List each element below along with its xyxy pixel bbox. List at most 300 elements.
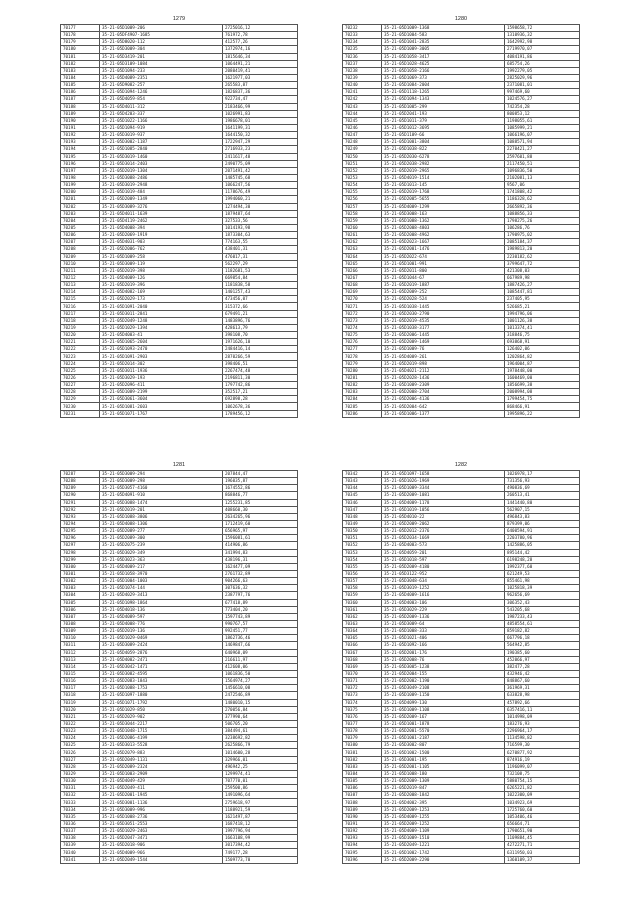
row-value: 677418,89 bbox=[223, 599, 298, 606]
row-value: 749177,28 bbox=[223, 849, 298, 856]
parcel-code: 35-21-05D4009-1299 bbox=[382, 203, 505, 210]
table-row bbox=[343, 828, 580, 835]
row-value: 1997796,94 bbox=[223, 828, 298, 835]
row-value: 1509773,70 bbox=[223, 856, 298, 863]
table-row bbox=[343, 103, 580, 110]
parcel-code: 35-21-05D1081-2603 bbox=[100, 403, 223, 410]
row-number: 70322 bbox=[61, 720, 100, 727]
row-number: 70379 bbox=[343, 735, 382, 742]
parcel-code: 35-21-05D1091-2903 bbox=[100, 353, 223, 360]
row-value: 1001126,38 bbox=[505, 317, 580, 324]
table-row bbox=[343, 670, 580, 677]
row-number: 70211 bbox=[61, 267, 100, 274]
parcel-code: 35-21-05D1019-484 bbox=[100, 189, 223, 196]
parcel-code: 35-21-05D2019-1304 bbox=[100, 167, 223, 174]
row-number: 70346 bbox=[343, 499, 382, 506]
row-value: 6265221,82 bbox=[505, 785, 580, 792]
row-number: 70328 bbox=[61, 763, 100, 770]
parcel-code: 35-21-05D2009-1349 bbox=[100, 196, 223, 203]
table-row bbox=[61, 289, 298, 296]
row-number: 70342 bbox=[343, 471, 382, 478]
parcel-code: 35-21-05D4003-573 bbox=[382, 542, 505, 549]
row-value: 408660,30 bbox=[223, 506, 298, 513]
row-number: 70235 bbox=[343, 46, 382, 53]
row-value: 1085447,81 bbox=[505, 289, 580, 296]
parcel-code: 35-21-05D2049-1248 bbox=[100, 317, 223, 324]
parcel-code: 35-21-05D4002-2471 bbox=[100, 656, 223, 663]
table-row bbox=[61, 613, 298, 620]
row-number: 70249 bbox=[343, 146, 382, 153]
row-number: 70290 bbox=[61, 492, 100, 499]
row-number: 70193 bbox=[61, 139, 100, 146]
row-number: 70215 bbox=[61, 296, 100, 303]
table-row bbox=[61, 239, 298, 246]
parcel-code: 35-21-05D3009-119 bbox=[100, 260, 223, 267]
parcel-code: 35-21-05D4029-3413 bbox=[100, 592, 223, 599]
parcel-code: 35-21-05D1038-3177 bbox=[382, 324, 505, 331]
table-row bbox=[61, 692, 298, 699]
row-value: 1564974,27 bbox=[223, 678, 298, 685]
row-value: 656965,97 bbox=[223, 528, 298, 535]
table-row bbox=[61, 260, 298, 267]
row-value: 1181838,58 bbox=[223, 282, 298, 289]
parcel-code: 35-21-05D2004-642 bbox=[382, 403, 505, 410]
table-row bbox=[343, 592, 580, 599]
parcel-code: 35-21-05D3061-3604 bbox=[100, 396, 223, 403]
row-number: 70231 bbox=[61, 410, 100, 417]
row-number: 70227 bbox=[61, 382, 100, 389]
row-number: 70244 bbox=[343, 110, 382, 117]
table-row bbox=[343, 210, 580, 217]
row-value: 1196099,07 bbox=[505, 763, 580, 770]
row-number: 70284 bbox=[343, 396, 382, 403]
register-table bbox=[60, 24, 298, 418]
parcel-code: 35-21-05D1003-2909 bbox=[100, 770, 223, 777]
row-value: 2270421,27 bbox=[505, 146, 580, 153]
row-number: 70186 bbox=[61, 89, 100, 96]
row-number: 70269 bbox=[343, 289, 382, 296]
table-row bbox=[61, 685, 298, 692]
parcel-code: 35-21-05D1009-1150 bbox=[382, 692, 505, 699]
table-row bbox=[61, 835, 298, 842]
row-value: 2102081,13 bbox=[505, 174, 580, 181]
register-table bbox=[342, 24, 580, 418]
row-value: 543205,68 bbox=[505, 606, 580, 613]
parcel-code: 35-21-05D2001-1476 bbox=[382, 246, 505, 253]
row-value: 656664,71 bbox=[505, 820, 580, 827]
row-value: 2085184,37 bbox=[505, 239, 580, 246]
row-number: 70272 bbox=[343, 310, 382, 317]
table-row bbox=[61, 296, 298, 303]
table-row bbox=[343, 728, 580, 735]
parcel-code: 35-21-05D4049-429 bbox=[100, 778, 223, 785]
row-value: 1024576,27 bbox=[505, 96, 580, 103]
row-value: 2267474,48 bbox=[223, 367, 298, 374]
table-row bbox=[61, 492, 298, 499]
parcel-code: 35-21-05D3044-2217 bbox=[100, 720, 223, 727]
row-number: 70306 bbox=[61, 606, 100, 613]
parcel-code: 35-21-05D2011-800 bbox=[382, 267, 505, 274]
row-number: 70188 bbox=[61, 103, 100, 110]
parcel-code: 35-21-05D4089-597 bbox=[100, 613, 223, 620]
row-number: 70329 bbox=[61, 770, 100, 777]
row-value: 315372,66 bbox=[223, 303, 298, 310]
row-value: 859182,82 bbox=[505, 628, 580, 635]
row-number: 70354 bbox=[343, 556, 382, 563]
table-row bbox=[343, 167, 580, 174]
row-value: 1062678,36 bbox=[223, 403, 298, 410]
table-row bbox=[61, 778, 298, 785]
parcel-code: 35-21-05D2019-898 bbox=[382, 360, 505, 367]
row-value: 1994060,21 bbox=[223, 196, 298, 203]
row-value: 4084191,86 bbox=[505, 53, 580, 60]
table-row bbox=[343, 542, 580, 549]
parcel-code: 35-21-05D2029-173 bbox=[100, 296, 223, 303]
row-number: 70243 bbox=[343, 103, 382, 110]
parcel-code: 35-21-05D1002-1500 bbox=[382, 749, 505, 756]
table-row bbox=[343, 856, 580, 863]
row-value: 306352,43 bbox=[505, 599, 580, 606]
row-value: 716599,30 bbox=[505, 742, 580, 749]
row-number: 70185 bbox=[61, 82, 100, 89]
row-value: 2719970,07 bbox=[505, 46, 580, 53]
table-row bbox=[61, 403, 298, 410]
table-row bbox=[61, 806, 298, 813]
table-row bbox=[61, 813, 298, 820]
row-value: 1360109,37 bbox=[505, 856, 580, 863]
table-row bbox=[343, 382, 580, 389]
table-row bbox=[61, 499, 298, 506]
table-row bbox=[343, 189, 580, 196]
row-value: 1641199,31 bbox=[223, 124, 298, 131]
row-value: 1425886,05 bbox=[505, 542, 580, 549]
row-value: 2716933,23 bbox=[223, 146, 298, 153]
parcel-code: 35-21-05D4009-1178 bbox=[382, 499, 505, 506]
parcel-code: 35-21-05D2001-1105 bbox=[382, 763, 505, 770]
row-number: 70261 bbox=[343, 232, 382, 239]
row-value: 1995896,22 bbox=[505, 410, 580, 417]
parcel-code: 35-21-05D1005-299 bbox=[382, 103, 505, 110]
table-row bbox=[343, 578, 580, 585]
table-row bbox=[343, 32, 580, 39]
parcel-code: 35-21-05D2006-762 bbox=[100, 246, 223, 253]
table-row bbox=[343, 60, 580, 67]
row-number: 70242 bbox=[343, 96, 382, 103]
parcel-code: 35-21-05D1048-1715 bbox=[100, 728, 223, 735]
row-number: 70327 bbox=[61, 756, 100, 763]
parcel-code: 35-21-05D1009-76 bbox=[382, 346, 505, 353]
table-row bbox=[343, 799, 580, 806]
row-number: 70212 bbox=[61, 274, 100, 281]
table-row bbox=[343, 296, 580, 303]
table-row bbox=[61, 74, 298, 81]
row-number: 70233 bbox=[343, 32, 382, 39]
table-row bbox=[343, 792, 580, 799]
parcel-code: 35-21-05D2008-1842 bbox=[382, 792, 505, 799]
row-value: 496843,83 bbox=[505, 513, 580, 520]
table-row bbox=[61, 799, 298, 806]
row-number: 70195 bbox=[61, 153, 100, 160]
parcel-code: 35-21-05D2008-76 bbox=[382, 656, 505, 663]
row-number: 70382 bbox=[343, 756, 382, 763]
table-row bbox=[343, 570, 580, 577]
row-value: 3238692,82 bbox=[223, 735, 298, 742]
row-value: 1014193,98 bbox=[223, 224, 298, 231]
row-value: 621249,53 bbox=[505, 570, 580, 577]
row-value: 1441440,80 bbox=[505, 499, 580, 506]
parcel-code: 35-21-05D1006-1377 bbox=[382, 410, 505, 417]
row-value: 1085999,21 bbox=[505, 124, 580, 131]
row-number: 70372 bbox=[343, 685, 382, 692]
parcel-code: 35-21-05D2019-847 bbox=[382, 785, 505, 792]
row-number: 70191 bbox=[61, 124, 100, 131]
table-row bbox=[61, 720, 298, 727]
table-row bbox=[61, 578, 298, 585]
row-number: 70232 bbox=[343, 25, 382, 32]
row-value: 2183466,99 bbox=[223, 103, 298, 110]
row-number: 70360 bbox=[343, 599, 382, 606]
row-value: 685754,26 bbox=[505, 60, 580, 67]
row-number: 70245 bbox=[343, 117, 382, 124]
parcel-code: 35-21-05D2019-136 bbox=[100, 628, 223, 635]
table-row bbox=[61, 528, 298, 535]
row-number: 70315 bbox=[61, 670, 100, 677]
parcel-code: 35-21-05D4009-1616 bbox=[382, 592, 505, 599]
row-value: 3017394,42 bbox=[223, 842, 298, 849]
row-value: 6198248,28 bbox=[505, 556, 580, 563]
table-row bbox=[343, 282, 580, 289]
row-number: 70222 bbox=[61, 346, 100, 353]
row-value: 855461,98 bbox=[505, 578, 580, 585]
table-row bbox=[343, 89, 580, 96]
row-number: 70221 bbox=[61, 339, 100, 346]
row-number: 70338 bbox=[61, 835, 100, 842]
row-value: 707770,01 bbox=[223, 778, 298, 785]
row-value: 2411617,48 bbox=[223, 153, 298, 160]
row-value: 6270877,92 bbox=[505, 749, 580, 756]
row-number: 70247 bbox=[343, 132, 382, 139]
row-value: 2117450,51 bbox=[505, 160, 580, 167]
table-row bbox=[343, 620, 580, 627]
table-row bbox=[343, 160, 580, 167]
row-value: 1873304,63 bbox=[223, 232, 298, 239]
register-block-1281 bbox=[60, 460, 298, 864]
row-value: 761972,78 bbox=[223, 32, 298, 39]
row-value: 997469,60 bbox=[505, 89, 580, 96]
parcel-code: 35-21-05D2009-167 bbox=[382, 713, 505, 720]
row-number: 70317 bbox=[61, 685, 100, 692]
table-row bbox=[343, 239, 580, 246]
table-row bbox=[61, 210, 298, 217]
row-value: 868846,77 bbox=[223, 492, 298, 499]
parcel-code: 35-21-05D2049-1221 bbox=[382, 842, 505, 849]
table-row bbox=[61, 563, 298, 570]
row-value: 2625866,79 bbox=[223, 742, 298, 749]
row-value: 1986678,01 bbox=[223, 117, 298, 124]
parcel-code: 35-21-05D4099-130 bbox=[382, 699, 505, 706]
row-number: 70296 bbox=[61, 535, 100, 542]
table-row bbox=[61, 728, 298, 735]
row-number: 70274 bbox=[343, 324, 382, 331]
row-number: 70344 bbox=[343, 485, 382, 492]
parcel-code: 35-21-05D2009-1252 bbox=[382, 820, 505, 827]
row-number: 70281 bbox=[343, 374, 382, 381]
block-title: 1282 bbox=[454, 462, 468, 468]
parcel-code: 35-21-05D1038-1445 bbox=[382, 303, 505, 310]
row-number: 70377 bbox=[343, 720, 382, 727]
table-row bbox=[343, 317, 580, 324]
parcel-code: 35-21-05D2019-1768 bbox=[382, 189, 505, 196]
row-number: 70386 bbox=[343, 785, 382, 792]
table-row bbox=[343, 706, 580, 713]
parcel-code: 35-21-05D1019-1056 bbox=[382, 506, 505, 513]
parcel-code: 35-21-05D1018-597 bbox=[382, 556, 505, 563]
row-number: 70308 bbox=[61, 620, 100, 627]
row-number: 70335 bbox=[61, 813, 100, 820]
table-row bbox=[61, 124, 298, 131]
row-value: 318846,75 bbox=[505, 332, 580, 339]
parcel-code: 35-21-05D2019-201 bbox=[100, 506, 223, 513]
table-row bbox=[343, 39, 580, 46]
row-number: 70393 bbox=[343, 835, 382, 842]
row-value: 874916,19 bbox=[505, 756, 580, 763]
row-value: 1598658,72 bbox=[505, 25, 580, 32]
row-number: 70248 bbox=[343, 139, 382, 146]
parcel-code: 35-21-05D3109-1084 bbox=[100, 60, 223, 67]
table-row bbox=[61, 670, 298, 677]
row-number: 70323 bbox=[61, 728, 100, 735]
parcel-code: 35-21-05D1091-2040 bbox=[100, 303, 223, 310]
parcel-code: 35-21-05D2049-1544 bbox=[100, 856, 223, 863]
table-row bbox=[343, 253, 580, 260]
row-number: 70356 bbox=[343, 570, 382, 577]
table-row bbox=[343, 649, 580, 656]
block-title: 1279 bbox=[172, 16, 186, 22]
row-value: 2870266,59 bbox=[223, 353, 298, 360]
table-row bbox=[61, 253, 298, 260]
table-row bbox=[343, 403, 580, 410]
row-number: 70350 bbox=[343, 528, 382, 535]
parcel-code: 35-21-05D3089-2424 bbox=[100, 642, 223, 649]
row-number: 70289 bbox=[61, 485, 100, 492]
table-row bbox=[343, 53, 580, 60]
row-value: 384494,61 bbox=[223, 728, 298, 735]
table-row bbox=[61, 132, 298, 139]
parcel-code: 35-21-05D1008-333 bbox=[382, 628, 505, 635]
row-number: 70294 bbox=[61, 520, 100, 527]
table-row bbox=[61, 706, 298, 713]
table-row bbox=[343, 339, 580, 346]
parcel-code: 35-21-05D1118-1265 bbox=[382, 89, 505, 96]
table-row bbox=[61, 763, 298, 770]
row-value: 2665892,36 bbox=[505, 203, 580, 210]
row-value: 1978448,00 bbox=[505, 367, 580, 374]
row-number: 70257 bbox=[343, 203, 382, 210]
row-number: 70210 bbox=[61, 260, 100, 267]
table-row bbox=[61, 110, 298, 117]
row-value: 6400594,91 bbox=[505, 528, 580, 535]
row-number: 70378 bbox=[343, 728, 382, 735]
row-number: 70238 bbox=[343, 67, 382, 74]
row-value: 412608,06 bbox=[223, 663, 298, 670]
parcel-code: 35-21-05D3029-349 bbox=[100, 549, 223, 556]
table-row bbox=[343, 506, 580, 513]
parcel-code: 35-21-05D3009-298 bbox=[100, 478, 223, 485]
parcel-code: 35-21-05D1001-2187 bbox=[382, 735, 505, 742]
table-row bbox=[61, 182, 298, 189]
parcel-code: 35-21-05D8020-112 bbox=[100, 39, 223, 46]
parcel-code: 35-21-05D2038-2982 bbox=[382, 160, 505, 167]
row-number: 70192 bbox=[61, 132, 100, 139]
row-value: 1790975,02 bbox=[505, 232, 580, 239]
table-row bbox=[343, 132, 580, 139]
parcel-code: 35-21-05D3002-1187 bbox=[100, 139, 223, 146]
parcel-code: 35-21-05D2014-302 bbox=[100, 360, 223, 367]
row-number: 70324 bbox=[61, 735, 100, 742]
table-row bbox=[343, 556, 580, 563]
parcel-code: 35-21-05D3029-229 bbox=[382, 606, 505, 613]
table-row bbox=[343, 260, 580, 267]
table-row bbox=[61, 389, 298, 396]
parcel-code: 35-21-05D4009-1255 bbox=[382, 813, 505, 820]
table-row bbox=[343, 289, 580, 296]
table-row bbox=[61, 139, 298, 146]
row-value: 438401,31 bbox=[223, 246, 298, 253]
row-number: 70279 bbox=[343, 360, 382, 367]
parcel-code: 35-21-05D1071-1792 bbox=[100, 699, 223, 706]
row-number: 70311 bbox=[61, 642, 100, 649]
row-number: 70259 bbox=[343, 217, 382, 224]
table-row bbox=[343, 303, 580, 310]
row-number: 70352 bbox=[343, 542, 382, 549]
row-value: 1798275,26 bbox=[505, 217, 580, 224]
block-title: 1281 bbox=[172, 462, 186, 468]
parcel-code: 35-21-05D1088-1362 bbox=[382, 217, 505, 224]
parcel-code: 35-21-05D1088-1753 bbox=[100, 685, 223, 692]
table-row bbox=[343, 25, 580, 32]
row-number: 70264 bbox=[343, 253, 382, 260]
row-number: 70396 bbox=[343, 856, 382, 863]
table-row bbox=[343, 478, 580, 485]
parcel-code: 35-21-05D3023-363 bbox=[100, 556, 223, 563]
table-row bbox=[61, 513, 298, 520]
table-row bbox=[61, 160, 298, 167]
row-number: 70358 bbox=[343, 585, 382, 592]
table-row bbox=[61, 89, 298, 96]
row-number: 70230 bbox=[61, 403, 100, 410]
row-value: 270056,84 bbox=[223, 706, 298, 713]
table-row bbox=[343, 46, 580, 53]
row-number: 70390 bbox=[343, 813, 382, 820]
row-value: 1066196,07 bbox=[505, 132, 580, 139]
row-number: 70198 bbox=[61, 174, 100, 181]
row-number: 70339 bbox=[61, 842, 100, 849]
row-number: 70285 bbox=[343, 403, 382, 410]
row-number: 70196 bbox=[61, 160, 100, 167]
table-row bbox=[61, 520, 298, 527]
row-number: 70251 bbox=[343, 160, 382, 167]
parcel-code: 35-21-05D4059-201 bbox=[382, 549, 505, 556]
row-number: 70189 bbox=[61, 110, 100, 117]
row-value: 1663108,99 bbox=[223, 835, 298, 842]
table-row bbox=[343, 217, 580, 224]
row-number: 70392 bbox=[343, 828, 382, 835]
parcel-code: 35-21-05D2041-193 bbox=[382, 110, 505, 117]
row-number: 70253 bbox=[343, 174, 382, 181]
table-row bbox=[61, 606, 298, 613]
table-row bbox=[61, 374, 298, 381]
row-number: 70288 bbox=[61, 478, 100, 485]
